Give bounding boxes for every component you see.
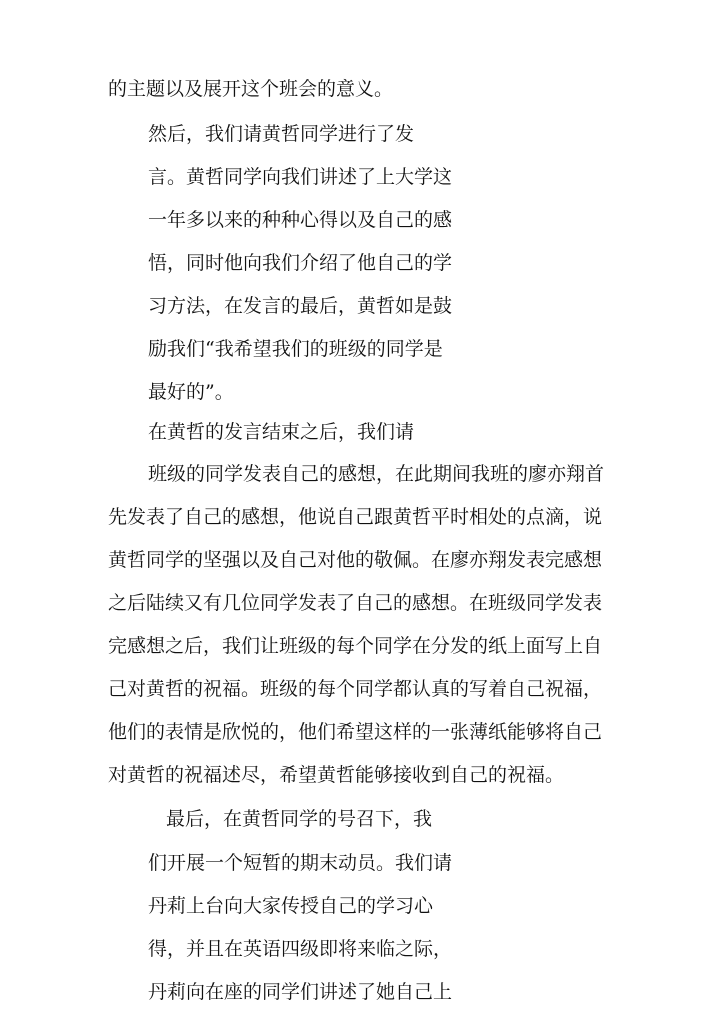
text-line: 习方法，在发言的最后，黄哲如是鼓 — [148, 295, 453, 317]
text-line: 最后，在黄哲同学的号召下，我 — [166, 808, 433, 830]
text-line: 先发表了自己的感想，他说自己跟黄哲平时相处的点滴，说 — [108, 506, 603, 528]
text-line: 对黄哲的祝福述尽，希望黄哲能够接收到自己的祝福。 — [108, 764, 565, 786]
text-line: 最好的”。 — [148, 381, 234, 403]
text-line: 他们的表情是欣悦的，他们希望这样的一张薄纸能够将自己 — [108, 721, 603, 743]
text-line: 励我们“我希望我们的班级的同学是 — [148, 338, 443, 360]
text-line: 之后陆续又有几位同学发表了自己的感想。在班级同学发表 — [108, 592, 603, 614]
text-line: 己对黄哲的祝福。班级的每个同学都认真的写着自己祝福， — [108, 678, 603, 700]
text-line: 们开展一个短暂的期末动员。我们请 — [148, 852, 453, 874]
text-line: 然后，我们请黄哲同学进行了发 — [148, 123, 415, 145]
text-line: 得，并且在英语四级即将来临之际， — [148, 938, 453, 960]
text-line: 黄哲同学的坚强以及自己对他的敬佩。在廖亦翔发表完感想 — [108, 549, 603, 571]
text-line: 悟，同时他向我们介绍了他自己的学 — [148, 252, 453, 274]
text-line: 在黄哲的发言结束之后，我们请 — [148, 421, 415, 443]
text-line: 班级的同学发表自己的感想，在此期间我班的廖亦翔首 — [148, 463, 605, 485]
text-line: 言。黄哲同学向我们讲述了上大学这 — [148, 166, 453, 188]
text-line: 的主题以及展开这个班会的意义。 — [108, 78, 394, 100]
text-line: 一年多以来的种种心得以及自己的感 — [148, 209, 453, 231]
text-line: 丹莉上台向大家传授自己的学习心 — [148, 895, 434, 917]
text-line: 完感想之后，我们让班级的每个同学在分发的纸上面写上自 — [108, 635, 603, 657]
text-line: 丹莉向在座的同学们讲述了她自己上 — [148, 981, 453, 1003]
